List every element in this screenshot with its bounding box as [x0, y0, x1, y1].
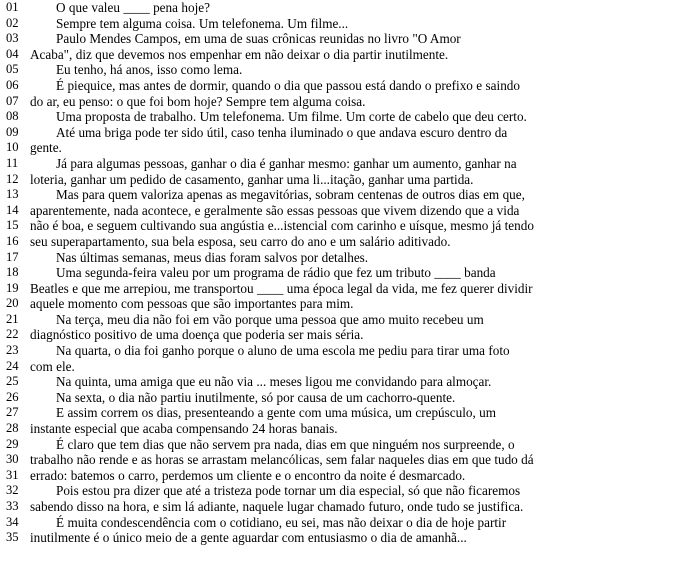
line-text [30, 265, 699, 281]
line-text-content: Na terça, meu dia não foi em vão porque uma pessoa que amo muito recebeu um [56, 311, 484, 327]
text-line [0, 31, 699, 47]
line-number: 20 [6, 296, 19, 311]
line-text [30, 343, 699, 359]
text-line [0, 343, 699, 359]
line-number: 02 [6, 15, 19, 30]
line-number: 34 [6, 514, 19, 529]
line-text-content: trabalho não rende e as horas se arrastam melancólicas, sem falar naqueles dias em que tudo dá [30, 452, 534, 468]
line-number: 19 [6, 280, 19, 295]
line-text [30, 281, 699, 297]
line-number: 26 [6, 389, 19, 404]
line-text [30, 421, 699, 437]
line-text-content: Acaba", diz que devemos nos empenhar em não deixar o dia partir inutilmente. [30, 46, 449, 62]
line-text [30, 203, 699, 219]
line-number: 10 [6, 140, 19, 155]
text-line [0, 187, 699, 203]
line-text-content: com ele. [30, 358, 75, 374]
line-number: 35 [6, 530, 19, 545]
line-number: 16 [6, 233, 19, 248]
line-text-content: Na quarta, o dia foi ganho porque o aluno de uma escola me pediu para tirar uma foto [56, 343, 510, 359]
line-number: 24 [6, 358, 19, 373]
line-number: 31 [6, 467, 19, 482]
text-line [0, 47, 699, 63]
line-text-content: loteria, ganhar um pedido de casamento, ganhar uma li...itação, ganhar uma partida. [30, 171, 474, 187]
text-line [0, 172, 699, 188]
line-number: 18 [6, 265, 19, 280]
text-line [0, 0, 699, 16]
line-text-content: diagnóstico positivo de uma doença que poderia ser mais séria. [30, 327, 364, 343]
text-line [0, 312, 699, 328]
line-text [30, 125, 699, 141]
line-text [30, 405, 699, 421]
line-text [30, 312, 699, 328]
text-line [0, 109, 699, 125]
line-text [30, 16, 699, 32]
line-text [30, 390, 699, 406]
line-text-content: errado: batemos o carro, perdemos um cliente e o encontro da noite é desmarcado. [30, 467, 466, 483]
text-line [0, 530, 699, 546]
line-text-content: Uma proposta de trabalho. Um telefonema. Um filme. Um corte de cabelo que deu certo. [56, 109, 527, 125]
text-line [0, 359, 699, 375]
line-text-content: Já para algumas pessoas, ganhar o dia é ganhar mesmo: ganhar um aumento, ganhar na [56, 155, 517, 171]
line-text [30, 296, 699, 312]
line-text [30, 0, 699, 16]
line-number: 09 [6, 124, 19, 139]
line-number: 12 [6, 171, 19, 186]
line-number: 21 [6, 311, 19, 326]
line-text [30, 437, 699, 453]
text-line [0, 94, 699, 110]
text-line [0, 281, 699, 297]
line-text-content: Na sexta, o dia não partiu inutilmente, só por causa de um cachorro-quente. [56, 389, 456, 405]
line-text [30, 499, 699, 515]
line-number: 05 [6, 62, 19, 77]
line-number: 13 [6, 187, 19, 202]
line-text [30, 62, 699, 78]
text-line [0, 483, 699, 499]
line-text [30, 359, 699, 375]
line-number: 17 [6, 249, 19, 264]
line-number: 28 [6, 421, 19, 436]
line-text [30, 31, 699, 47]
line-text-content: sabendo disso na hora, e sim lá adiante, naquele lugar chamado futuro, onde tudo se justifica. [30, 499, 524, 514]
line-number: 22 [6, 327, 19, 342]
line-text-content: O que valeu ____ pena hoje? [56, 0, 210, 15]
line-number: 11 [6, 155, 19, 170]
line-text-content: seu superapartamento, sua bela esposa, seu carro do ano e um salário aditivado. [30, 233, 451, 249]
line-number: 33 [6, 499, 19, 513]
text-line [0, 452, 699, 468]
line-text [30, 374, 699, 390]
line-text [30, 156, 699, 172]
line-number: 01 [6, 0, 19, 14]
text-line [0, 203, 699, 219]
line-number: 27 [6, 405, 19, 420]
line-number: 03 [6, 31, 19, 46]
line-number: 29 [6, 436, 19, 451]
line-text [30, 187, 699, 203]
line-number: 25 [6, 374, 19, 389]
line-text [30, 327, 699, 343]
line-text-content: aparentemente, nada acontece, e geralmente são essas pessoas que vivem dizendo que a vida [30, 202, 520, 218]
line-number: 04 [6, 46, 19, 61]
line-text [30, 172, 699, 188]
line-text [30, 47, 699, 63]
line-number: 32 [6, 483, 19, 498]
line-text-content: não é boa, e seguem cultivando sua angústia e...istencial com carinho e uísque, mesmo já tendo [30, 218, 534, 234]
text-line [0, 218, 699, 234]
line-number: 15 [6, 218, 19, 233]
line-text-content: É muita condescendência com o cotidiano, eu sei, mas não deixar o dia de hoje partir [56, 514, 507, 530]
line-text [30, 468, 699, 484]
text-line [0, 421, 699, 437]
line-text-content: É piequice, mas antes de dormir, quando o dia que passou está dando o prefixo e saindo [56, 77, 520, 93]
line-text-content: instante especial que acaba compensando 24 horas banais. [30, 421, 338, 437]
text-line [0, 390, 699, 406]
line-text-content: Beatles e que me arrepiou, me transportou ____ uma época legal da vida, me fez querer dividir [30, 280, 533, 296]
text-line [0, 265, 699, 281]
line-text-content: inutilmente é o único meio de a gente aguardar com entusiasmo o dia de amanhã... [30, 530, 467, 546]
text-line [0, 156, 699, 172]
line-text-content: gente. [30, 140, 62, 156]
text-line [0, 405, 699, 421]
text-line [0, 468, 699, 484]
text-line [0, 437, 699, 453]
text-line [0, 62, 699, 78]
line-number: 30 [6, 452, 19, 467]
text-line [0, 125, 699, 141]
text-line [0, 234, 699, 250]
line-text-content: Mas para quem valoriza apenas as megavitórias, sobram centenas de outros dias em que, [56, 187, 525, 203]
line-text-content: Eu tenho, há anos, isso como lema. [56, 62, 243, 78]
line-number: 23 [6, 343, 19, 358]
text-line [0, 78, 699, 94]
line-text-content: Uma segunda-feira valeu por um programa de rádio que fez um tributo ____ banda [56, 265, 496, 281]
line-text [30, 109, 699, 125]
text-line [0, 327, 699, 343]
line-text-content: aquele momento com pessoas que são importantes para mim. [30, 296, 354, 312]
line-text [30, 515, 699, 531]
line-text [30, 250, 699, 266]
line-text [30, 452, 699, 468]
line-text [30, 218, 699, 234]
text-line [0, 16, 699, 32]
line-text-content: Sempre tem alguma coisa. Um telefonema. Um filme... [56, 15, 349, 31]
line-text-content: do ar, eu penso: o que foi bom hoje? Sempre tem alguma coisa. [30, 93, 366, 109]
line-text [30, 78, 699, 94]
line-number: 14 [6, 202, 19, 217]
text-line [0, 499, 699, 515]
text-line [0, 296, 699, 312]
text-line [0, 374, 699, 390]
line-text [30, 530, 699, 546]
line-text-content: Na quinta, uma amiga que eu não via ... meses ligou me convidando para almoçar. [56, 374, 492, 390]
line-text [30, 483, 699, 499]
text-line [0, 140, 699, 156]
line-number: 08 [6, 109, 19, 124]
line-text [30, 94, 699, 110]
line-text-content: Nas últimas semanas, meus dias foram salvos por detalhes. [56, 249, 369, 265]
line-text-content: É claro que tem dias que não servem pra nada, dias em que ninguém nos surpreende, o [56, 436, 515, 452]
line-number: 07 [6, 93, 19, 108]
line-text [30, 234, 699, 250]
line-text-content: Pois estou pra dizer que até a tristeza pode tornar um dia especial, só que não ficaremos [56, 483, 521, 499]
line-number: 06 [6, 77, 19, 92]
text-line [0, 250, 699, 266]
line-text-content: Até uma briga pode ter sido útil, caso tenha iluminado o que andava escuro dentro da [56, 124, 508, 140]
line-text [30, 140, 699, 156]
text-line [0, 515, 699, 531]
line-text-content: Paulo Mendes Campos, em uma de suas crônicas reunidas no livro "O Amor [56, 31, 461, 47]
line-text-content: E assim correm os dias, presenteando a gente com uma música, um crepúsculo, um [56, 405, 497, 421]
